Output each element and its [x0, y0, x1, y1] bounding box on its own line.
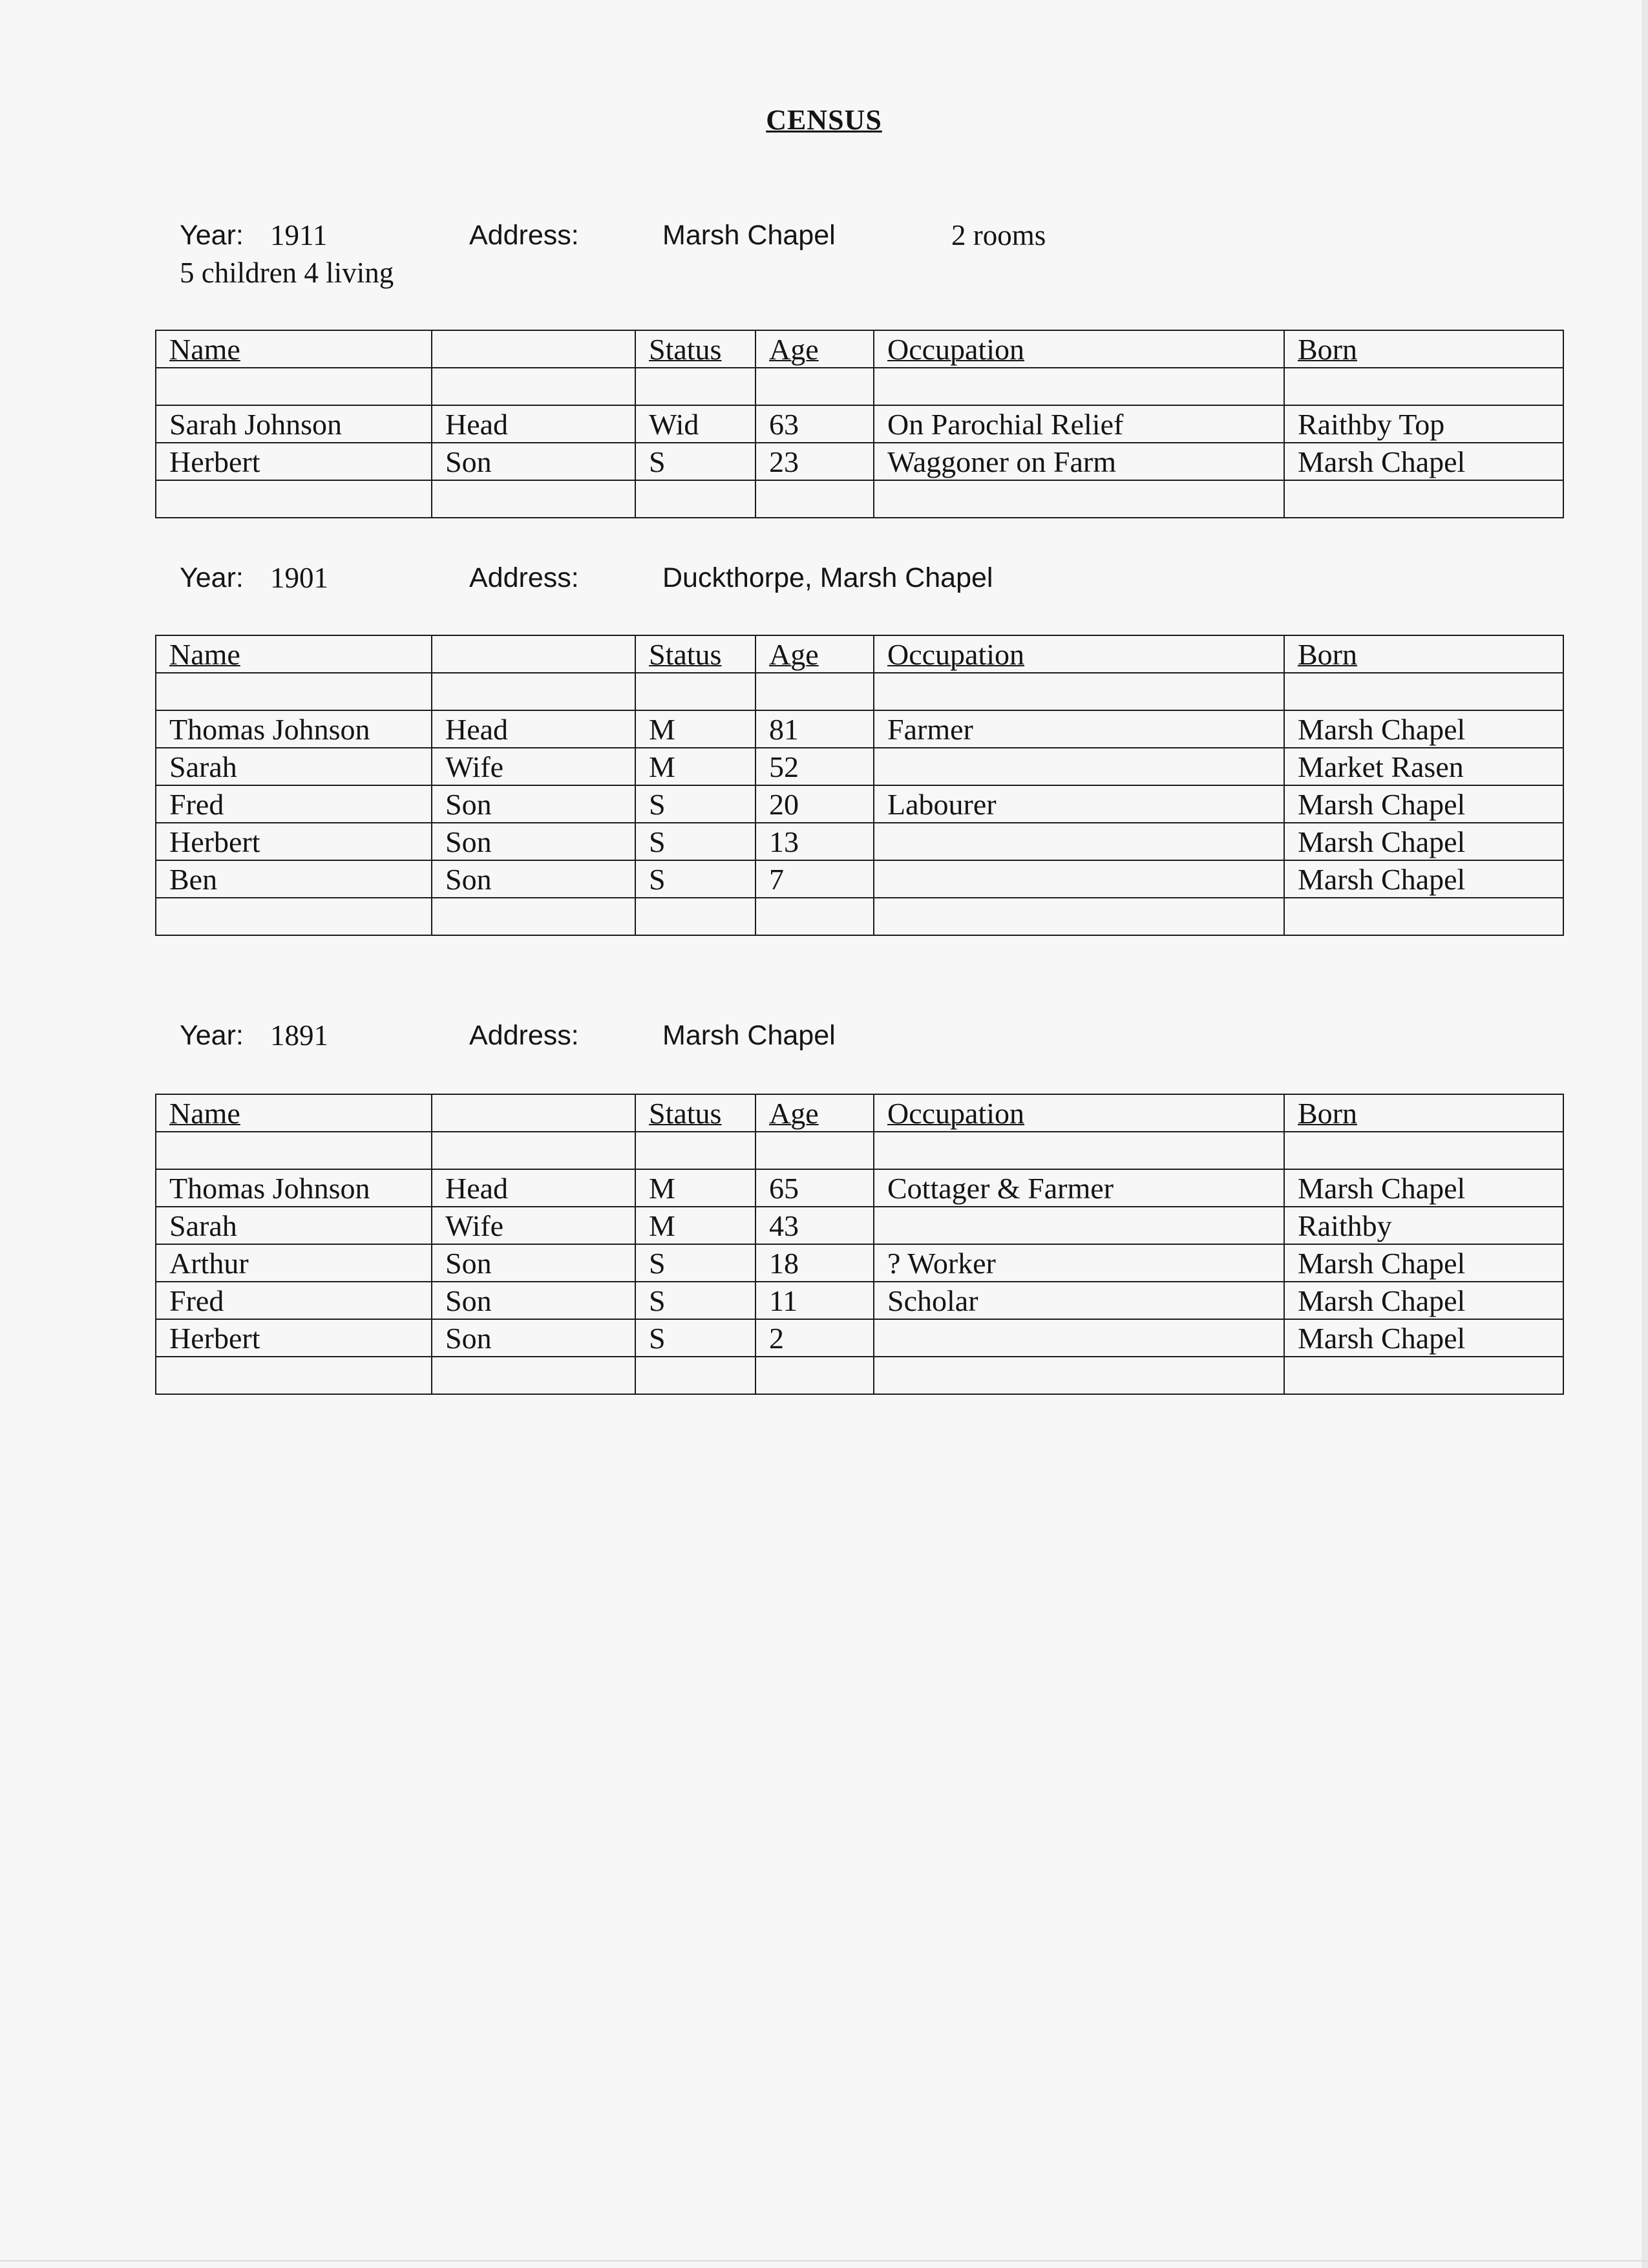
- table-blank-row-1891-cell-1: [432, 1357, 635, 1394]
- table-row-1901-cell-5: Marsh Chapel: [1284, 785, 1563, 823]
- table-row-1901-cell-0: Fred: [156, 785, 432, 823]
- table-header-row-1891-cell-5: Born: [1284, 1094, 1563, 1132]
- table-header-row-1901-cell-4: Occupation: [874, 635, 1284, 673]
- table-spacer-row-1891-cell-0: [156, 1132, 432, 1169]
- table-blank-row-1911-cell-4: [874, 480, 1284, 518]
- table-row-1911-cell-5: Raithby Top: [1284, 405, 1563, 443]
- table-row-1911-cell-0: Sarah Johnson: [156, 405, 432, 443]
- table-row-1911: [156, 405, 1563, 443]
- table-row-1901-cell-2: S: [635, 860, 755, 898]
- table-row-1891-cell-3: 18: [755, 1244, 874, 1282]
- table-spacer-row-1891-cell-3: [755, 1132, 874, 1169]
- table-row-1911-cell-2: Wid: [635, 405, 755, 443]
- table-row-1901-cell-5: Market Rasen: [1284, 748, 1563, 785]
- table-row-1901-cell-5: Marsh Chapel: [1284, 860, 1563, 898]
- table-header-row-1901-cell-5: Born: [1284, 635, 1563, 673]
- table-row-1891-cell-4: [874, 1207, 1284, 1244]
- table-spacer-row-1901-cell-1: [432, 673, 635, 710]
- page-title: CENSUS: [766, 104, 882, 136]
- table-row-1901-cell-1: Head: [432, 710, 635, 748]
- table-row-1901-cell-1: Son: [432, 860, 635, 898]
- year-label-1901: Year:: [180, 562, 244, 593]
- table-row-1891-cell-4: ? Worker: [874, 1244, 1284, 1282]
- table-row-1901-cell-2: M: [635, 748, 755, 785]
- table-row-1901: [156, 710, 1563, 748]
- table-blank-row-1911-cell-5: [1284, 480, 1563, 518]
- year-value-1901: 1901: [270, 562, 328, 594]
- table-row-1901: [156, 748, 1563, 785]
- table-header-row-1901-cell-1: [432, 635, 635, 673]
- table-row-1911-cell-5: Marsh Chapel: [1284, 443, 1563, 480]
- table-row-1891-cell-2: M: [635, 1169, 755, 1207]
- table-spacer-row-1911-cell-0: [156, 368, 432, 405]
- address-label-1911: Address:: [469, 220, 579, 251]
- table-row-1891-cell-5: Raithby: [1284, 1207, 1563, 1244]
- table-row-1901-cell-5: Marsh Chapel: [1284, 710, 1563, 748]
- table-blank-row-1901: [156, 898, 1563, 935]
- table-spacer-row-1891: [156, 1132, 1563, 1169]
- table-header-row-1911-cell-2: Status: [635, 330, 755, 368]
- scan-bottom-edge: [0, 2260, 1648, 2262]
- table-spacer-row-1911-cell-2: [635, 368, 755, 405]
- table-header-row-1891: [156, 1094, 1563, 1132]
- table-row-1911-cell-2: S: [635, 443, 755, 480]
- table-blank-row-1891-cell-0: [156, 1357, 432, 1394]
- table-row-1891-cell-4: Cottager & Farmer: [874, 1169, 1284, 1207]
- table-blank-row-1901-cell-3: [755, 898, 874, 935]
- table-row-1891-cell-2: S: [635, 1319, 755, 1357]
- table-blank-row-1911-cell-1: [432, 480, 635, 518]
- table-blank-row-1911-cell-2: [635, 480, 755, 518]
- table-row-1891-cell-3: 2: [755, 1319, 874, 1357]
- table-header-row-1901-cell-2: Status: [635, 635, 755, 673]
- table-row-1891-cell-3: 11: [755, 1282, 874, 1319]
- table-spacer-row-1911-cell-1: [432, 368, 635, 405]
- table-row-1891-cell-2: M: [635, 1207, 755, 1244]
- table-header-row-1891-cell-4: Occupation: [874, 1094, 1284, 1132]
- table-blank-row-1901-cell-4: [874, 898, 1284, 935]
- table-row-1891-cell-0: Fred: [156, 1282, 432, 1319]
- table-header-row-1911-cell-0: Name: [156, 330, 432, 368]
- table-row-1901-cell-3: 13: [755, 823, 874, 860]
- table-header-row-1911-cell-5: Born: [1284, 330, 1563, 368]
- table-header-row-1891-cell-1: [432, 1094, 635, 1132]
- table-row-1901-cell-4: [874, 823, 1284, 860]
- table-blank-row-1901-cell-2: [635, 898, 755, 935]
- table-blank-row-1891-cell-2: [635, 1357, 755, 1394]
- table-row-1891-cell-5: Marsh Chapel: [1284, 1169, 1563, 1207]
- table-row-1911-cell-4: On Parochial Relief: [874, 405, 1284, 443]
- table-row-1891-cell-3: 65: [755, 1169, 874, 1207]
- table-row-1901-cell-3: 52: [755, 748, 874, 785]
- table-spacer-row-1901-cell-2: [635, 673, 755, 710]
- table-spacer-row-1901: [156, 673, 1563, 710]
- table-blank-row-1891-cell-5: [1284, 1357, 1563, 1394]
- table-header-row-1891-cell-3: Age: [755, 1094, 874, 1132]
- table-blank-row-1911-cell-3: [755, 480, 874, 518]
- census-table-body-1901: [156, 635, 1563, 935]
- table-blank-row-1901-cell-1: [432, 898, 635, 935]
- table-header-row-1911: [156, 330, 1563, 368]
- table-row-1891-cell-5: Marsh Chapel: [1284, 1282, 1563, 1319]
- table-spacer-row-1901-cell-5: [1284, 673, 1563, 710]
- table-row-1901-cell-0: Herbert: [156, 823, 432, 860]
- table-header-row-1911-cell-4: Occupation: [874, 330, 1284, 368]
- table-row-1891-cell-5: Marsh Chapel: [1284, 1244, 1563, 1282]
- table-row-1891-cell-4: [874, 1319, 1284, 1357]
- table-header-row-1901-cell-3: Age: [755, 635, 874, 673]
- table-row-1911-cell-3: 63: [755, 405, 874, 443]
- census-table-1891: [155, 1094, 1564, 1395]
- table-row-1901-cell-3: 20: [755, 785, 874, 823]
- table-row-1911-cell-0: Herbert: [156, 443, 432, 480]
- year-value-1891: 1891: [270, 1019, 328, 1052]
- table-row-1901-cell-0: Thomas Johnson: [156, 710, 432, 748]
- table-row-1901-cell-4: Labourer: [874, 785, 1284, 823]
- table-row-1891-cell-1: Son: [432, 1244, 635, 1282]
- address-label-1901: Address:: [469, 562, 579, 593]
- rooms-note-1911: 2 rooms: [951, 219, 1046, 251]
- table-spacer-row-1901-cell-4: [874, 673, 1284, 710]
- table-row-1901-cell-1: Son: [432, 823, 635, 860]
- table-row-1901: [156, 785, 1563, 823]
- table-spacer-row-1911-cell-4: [874, 368, 1284, 405]
- table-header-row-1901: [156, 635, 1563, 673]
- table-row-1891: [156, 1169, 1563, 1207]
- table-row-1901-cell-4: Farmer: [874, 710, 1284, 748]
- table-row-1891-cell-0: Herbert: [156, 1319, 432, 1357]
- table-row-1891-cell-1: Son: [432, 1282, 635, 1319]
- table-row-1891-cell-1: Head: [432, 1169, 635, 1207]
- table-row-1891-cell-3: 43: [755, 1207, 874, 1244]
- table-blank-row-1891-cell-3: [755, 1357, 874, 1394]
- table-row-1911-cell-1: Head: [432, 405, 635, 443]
- table-header-row-1891-cell-2: Status: [635, 1094, 755, 1132]
- table-row-1891-cell-0: Sarah: [156, 1207, 432, 1244]
- table-row-1901-cell-2: S: [635, 785, 755, 823]
- address-value-1901: Duckthorpe, Marsh Chapel: [662, 562, 993, 593]
- census-table-1901: [155, 635, 1564, 936]
- table-header-row-1901-cell-0: Name: [156, 635, 432, 673]
- year-label-1891: Year:: [180, 1020, 244, 1051]
- table-row-1901-cell-3: 7: [755, 860, 874, 898]
- census-table-body-1911: [156, 330, 1563, 518]
- table-row-1901: [156, 823, 1563, 860]
- table-blank-row-1911: [156, 480, 1563, 518]
- table-row-1901: [156, 860, 1563, 898]
- children-note-1911: 5 children 4 living: [180, 257, 394, 289]
- page-edge-shadow: [1642, 0, 1648, 2268]
- table-row-1901-cell-5: Marsh Chapel: [1284, 823, 1563, 860]
- table-row-1891: [156, 1244, 1563, 1282]
- table-header-row-1911-cell-1: [432, 330, 635, 368]
- table-row-1891-cell-2: S: [635, 1244, 755, 1282]
- table-blank-row-1901-cell-0: [156, 898, 432, 935]
- table-row-1891: [156, 1319, 1563, 1357]
- table-row-1891-cell-4: Scholar: [874, 1282, 1284, 1319]
- table-row-1901-cell-2: S: [635, 823, 755, 860]
- table-blank-row-1891-cell-4: [874, 1357, 1284, 1394]
- table-row-1891-cell-2: S: [635, 1282, 755, 1319]
- census-table-body-1891: [156, 1094, 1563, 1394]
- table-row-1891-cell-0: Arthur: [156, 1244, 432, 1282]
- table-spacer-row-1911: [156, 368, 1563, 405]
- table-row-1901-cell-0: Ben: [156, 860, 432, 898]
- table-row-1901-cell-1: Wife: [432, 748, 635, 785]
- address-value-1891: Marsh Chapel: [662, 1020, 836, 1051]
- table-row-1901-cell-0: Sarah: [156, 748, 432, 785]
- table-header-row-1911-cell-3: Age: [755, 330, 874, 368]
- census-table-1911: [155, 330, 1564, 518]
- table-row-1891: [156, 1207, 1563, 1244]
- address-label-1891: Address:: [469, 1020, 579, 1051]
- table-header-row-1891-cell-0: Name: [156, 1094, 432, 1132]
- year-label-1911: Year:: [180, 220, 244, 251]
- table-row-1901-cell-4: [874, 748, 1284, 785]
- table-blank-row-1911-cell-0: [156, 480, 432, 518]
- table-row-1891-cell-1: Son: [432, 1319, 635, 1357]
- table-row-1891-cell-5: Marsh Chapel: [1284, 1319, 1563, 1357]
- table-row-1891-cell-1: Wife: [432, 1207, 635, 1244]
- table-row-1901-cell-2: M: [635, 710, 755, 748]
- table-spacer-row-1891-cell-1: [432, 1132, 635, 1169]
- table-row-1911-cell-1: Son: [432, 443, 635, 480]
- address-value-1911: Marsh Chapel: [662, 220, 836, 251]
- table-spacer-row-1891-cell-2: [635, 1132, 755, 1169]
- table-row-1901-cell-4: [874, 860, 1284, 898]
- table-row-1891-cell-0: Thomas Johnson: [156, 1169, 432, 1207]
- table-blank-row-1891: [156, 1357, 1563, 1394]
- table-spacer-row-1891-cell-4: [874, 1132, 1284, 1169]
- table-row-1911-cell-4: Waggoner on Farm: [874, 443, 1284, 480]
- table-row-1891: [156, 1282, 1563, 1319]
- year-value-1911: 1911: [270, 219, 328, 251]
- table-row-1901-cell-1: Son: [432, 785, 635, 823]
- table-spacer-row-1911-cell-5: [1284, 368, 1563, 405]
- table-row-1901-cell-3: 81: [755, 710, 874, 748]
- table-row-1911: [156, 443, 1563, 480]
- table-row-1911-cell-3: 23: [755, 443, 874, 480]
- table-blank-row-1901-cell-5: [1284, 898, 1563, 935]
- table-spacer-row-1911-cell-3: [755, 368, 874, 405]
- table-spacer-row-1901-cell-3: [755, 673, 874, 710]
- table-spacer-row-1901-cell-0: [156, 673, 432, 710]
- table-spacer-row-1891-cell-5: [1284, 1132, 1563, 1169]
